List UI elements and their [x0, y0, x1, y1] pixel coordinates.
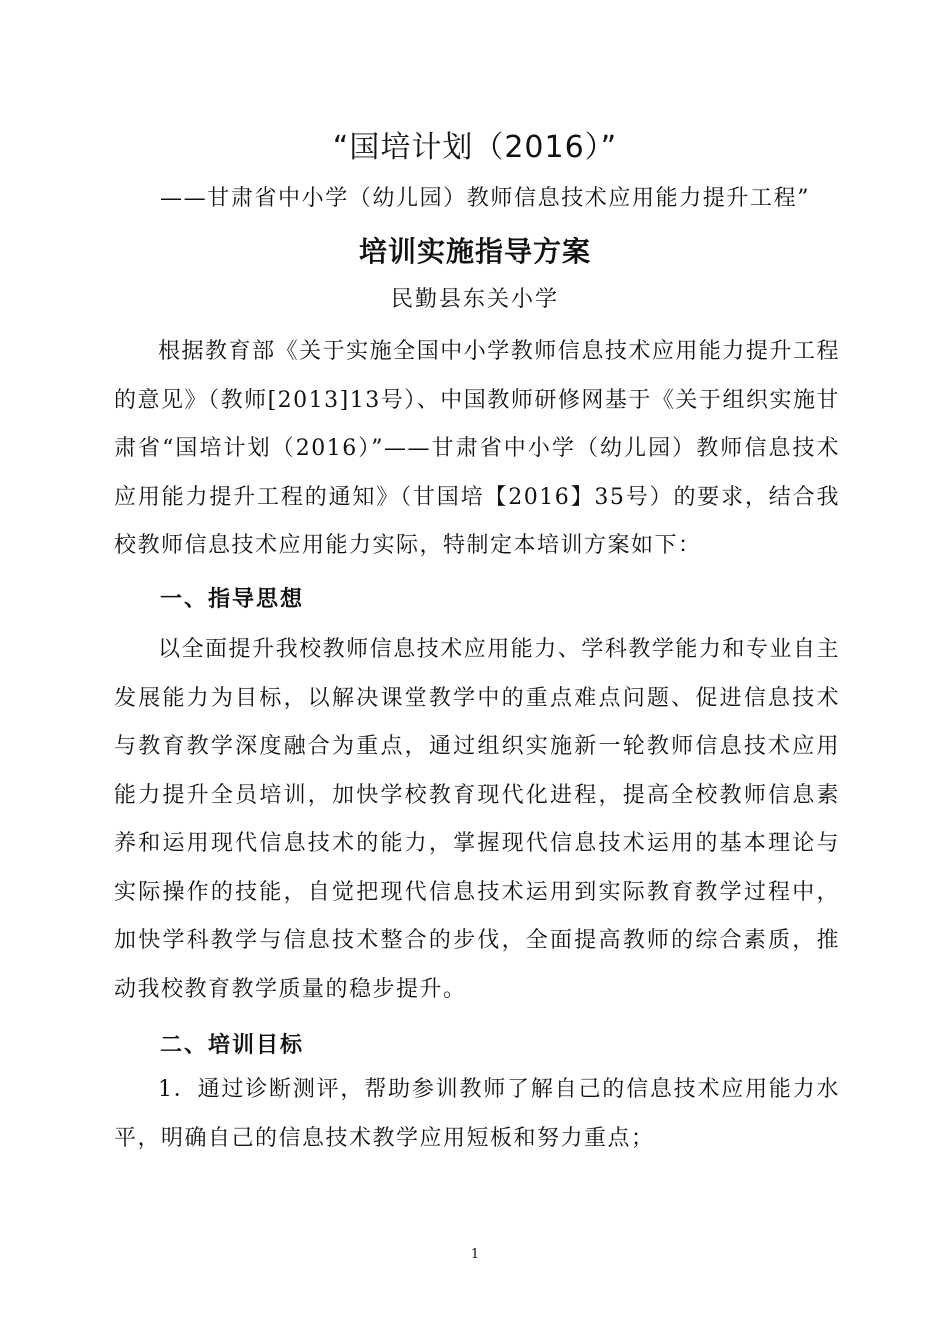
document-subtitle: ——甘肃省中小学（幼儿园）教师信息技术应用能力提升工程” [160, 186, 811, 211]
training-goals-paragraph: 1．通过诊断测评，帮助参训教师了解自己的信息技术应用能力水平，明确自己的信息技术教学应用短板和努力重点； [114, 1077, 840, 1151]
page-number: 1 [470, 1247, 480, 1262]
plan-title: 培训实施指导方案 [358, 235, 591, 268]
document-title: “国培计划（2016）” [332, 130, 618, 165]
section-heading-guiding-thought: 一、指导思想 [160, 587, 305, 612]
intro-paragraph: 根据教育部《关于实施全国中小学教师信息技术应用能力提升工程的意见》（教师[2013]13号）、中国教师研修网基于《关于组织实施甘肃省“国培计划（2016）”——甘肃省中小学（幼儿园）教师信息技术应用能力提升工程的通知》（甘国培【2016】35号）的要求，结合我校教师信息技术应用能力实际，特制定本培训方案如下： [114, 339, 840, 558]
guiding-thought-paragraph: 以全面提升我校教师信息技术应用能力、学科教学能力和专业自主发展能力为目标，以解决课堂教学中的重点难点问题、促进信息技术与教育教学深度融合为重点，通过组织实施新一轮教师信息技术应用能力提升全员培训，加快学校教育现代化进程，提高全校教师信息素养和运用现代信息技术的能力，掌握现代信息技术运用的基本理论与实际操作的技能，自觉把现代信息技术运用到实际教育教学过程中，加快学科教学与信息技术整合的步伐，全面提高教师的综合素质，推动我校教育教学质量的稳步提升。 [114, 637, 840, 1002]
school-name: 民勤县东关小学 [390, 287, 559, 312]
section-heading-training-goals: 二、培训目标 [160, 1033, 305, 1058]
